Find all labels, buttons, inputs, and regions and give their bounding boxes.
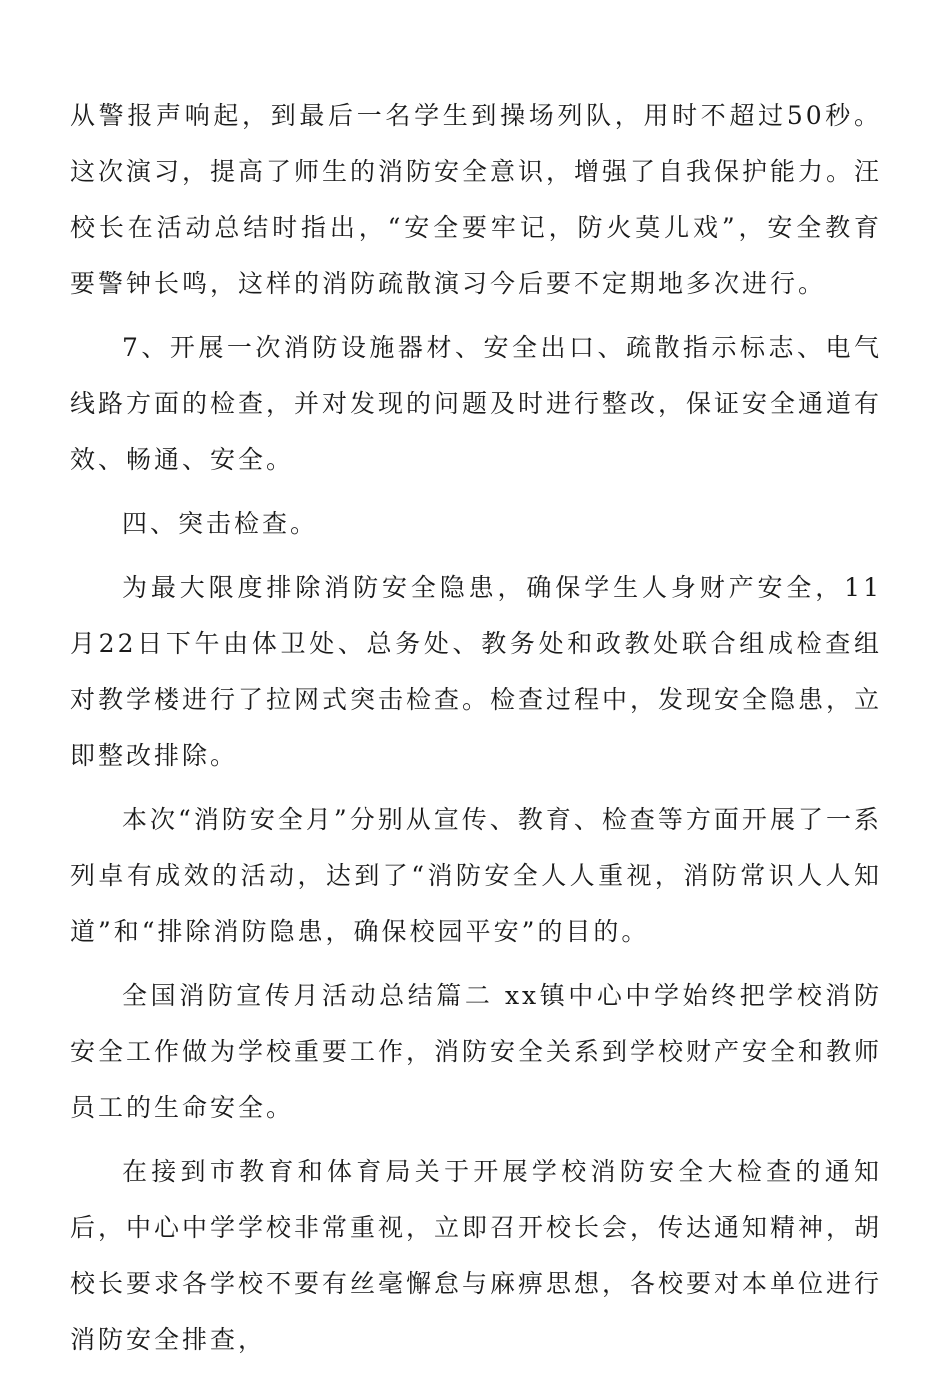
paragraph-drill-summary: 从警报声响起，到最后一名学生到操场列队，用时不超过50秒。这次演习，提高了师生的消防安全意识，增强了自我保护能力。汪校长在活动总结时指出，“安全要牢记，防火莫儿戏”，安全教育要警钟长鸣，这样的消防疏散演习今后要不定期地多次进行。 <box>70 101 883 298</box>
paragraph-item-7-inspection: 7、开展一次消防设施器材、安全出口、疏散指示标志、电气线路方面的检查，并对发现的问题及时进行整改，保证安全通道有效、畅通、安全。 <box>70 333 883 474</box>
section-heading-surprise-inspection: 四、突击检查。 <box>122 509 319 538</box>
paragraph-fire-safety-month-summary: 本次“消防安全月”分别从宣传、教育、检查等方面开展了一系列卓有成效的活动，达到了“消防安全人人重视，消防常识人人知道”和“排除消防隐患，确保校园平安”的目的。 <box>70 805 882 946</box>
paragraph-notice-response: 在接到市教育和体育局关于开展学校消防安全大检查的通知后，中心中学学校非常重视，立即召开校长会，传达通知精神，胡校长要求各学校不要有丝毫懈怠与麻痹思想，各校要对本单位进行消防安全排查， <box>70 1157 883 1354</box>
paragraph-part-two-intro: 全国消防宣传月活动总结篇二 xx镇中心中学始终把学校消防安全工作做为学校重要工作，消防安全关系到学校财产安全和教师员工的生命安全。 <box>70 981 883 1122</box>
document-body <box>70 88 882 1376</box>
paragraph-surprise-inspection: 为最大限度排除消防安全隐患，确保学生人身财产安全，11月22日下午由体卫处、总务处、教务处和政教处联合组成检查组对教学楼进行了拉网式突击检查。检查过程中，发现安全隐患，立即整改排除。 <box>70 573 883 770</box>
